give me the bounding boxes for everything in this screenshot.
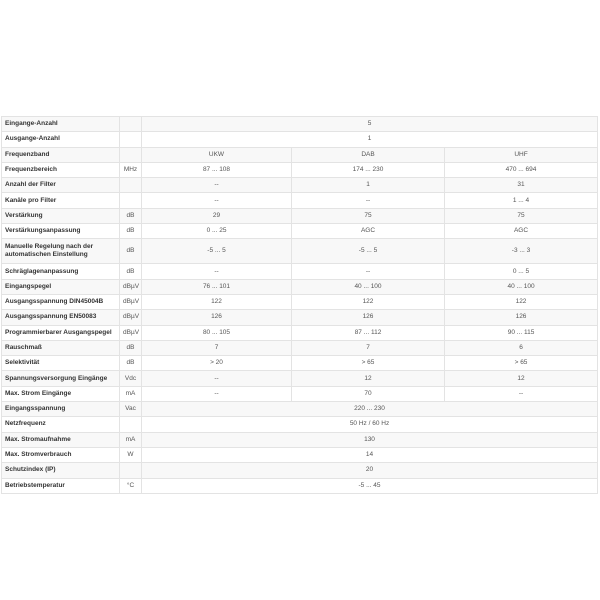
row-value: 87 ... 108 [142, 162, 292, 177]
row-label: Verstärkung [2, 208, 120, 223]
spec-table-body [2, 117, 598, 494]
row-value: 12 [445, 371, 598, 386]
row-unit: dB [120, 224, 142, 239]
row-value: -- [292, 264, 445, 279]
table-row [2, 356, 598, 371]
row-unit: dB [120, 340, 142, 355]
row-label: Schräglagenanpassung [2, 264, 120, 279]
table-row [2, 264, 598, 279]
row-value: 12 [292, 371, 445, 386]
row-label: Max. Stromverbrauch [2, 447, 120, 462]
table-row [2, 193, 598, 208]
table-row [2, 432, 598, 447]
row-label: Eingangspegel [2, 279, 120, 294]
row-value: 70 [292, 386, 445, 401]
row-value: 220 ... 230 [142, 402, 598, 417]
row-value: 122 [292, 294, 445, 309]
row-unit [120, 117, 142, 132]
row-label: Eingange-Anzahl [2, 117, 120, 132]
row-label: Spannungsversorgung Eingänge [2, 371, 120, 386]
row-unit: mA [120, 386, 142, 401]
row-label: Betriebstemperatur [2, 478, 120, 493]
row-unit: mA [120, 432, 142, 447]
table-row [2, 371, 598, 386]
row-value: 80 ... 105 [142, 325, 292, 340]
row-value: DAB [292, 147, 445, 162]
row-value: 87 ... 112 [292, 325, 445, 340]
table-row [2, 224, 598, 239]
row-unit: dBµV [120, 310, 142, 325]
table-row [2, 147, 598, 162]
table-row [2, 447, 598, 462]
row-value: 130 [142, 432, 598, 447]
row-unit [120, 193, 142, 208]
row-label: Schutzindex (IP) [2, 463, 120, 478]
table-row [2, 340, 598, 355]
row-value: > 20 [142, 356, 292, 371]
table-row [2, 279, 598, 294]
row-value: 7 [292, 340, 445, 355]
table-row [2, 162, 598, 177]
row-value: 0 ... 25 [142, 224, 292, 239]
row-label: Frequenzbereich [2, 162, 120, 177]
table-row [2, 386, 598, 401]
row-value: -- [142, 193, 292, 208]
row-value: > 65 [292, 356, 445, 371]
row-value: 31 [445, 178, 598, 193]
row-label: Eingangsspannung [2, 402, 120, 417]
row-value: 40 ... 100 [292, 279, 445, 294]
row-value: -5 ... 5 [142, 239, 292, 264]
row-value: -- [292, 193, 445, 208]
row-value: 20 [142, 463, 598, 478]
row-unit: dB [120, 264, 142, 279]
row-unit [120, 417, 142, 432]
table-row [2, 117, 598, 132]
row-unit: Vac [120, 402, 142, 417]
row-value: 6 [445, 340, 598, 355]
row-value: AGC [445, 224, 598, 239]
row-unit [120, 463, 142, 478]
row-label: Ausgange-Anzahl [2, 132, 120, 147]
row-label: Verstärkungsanpassung [2, 224, 120, 239]
row-label: Selektivität [2, 356, 120, 371]
row-value: 174 ... 230 [292, 162, 445, 177]
row-value: 14 [142, 447, 598, 462]
row-value: -- [142, 386, 292, 401]
row-value: 1 [292, 178, 445, 193]
row-value: 122 [142, 294, 292, 309]
row-unit: MHz [120, 162, 142, 177]
row-value: UKW [142, 147, 292, 162]
row-value: 126 [292, 310, 445, 325]
row-unit: dB [120, 356, 142, 371]
row-unit: dB [120, 239, 142, 264]
table-row [2, 402, 598, 417]
row-value: > 65 [445, 356, 598, 371]
row-unit: °C [120, 478, 142, 493]
table-row [2, 478, 598, 493]
row-value: -- [142, 264, 292, 279]
row-label: Ausgangsspannung DIN45004B [2, 294, 120, 309]
row-value: 76 ... 101 [142, 279, 292, 294]
row-unit: dBµV [120, 279, 142, 294]
row-unit [120, 147, 142, 162]
row-value: 0 ... 5 [445, 264, 598, 279]
row-value: 90 ... 115 [445, 325, 598, 340]
row-value: -3 ... 3 [445, 239, 598, 264]
row-unit: dBµV [120, 294, 142, 309]
row-unit [120, 132, 142, 147]
row-label: Frequenzband [2, 147, 120, 162]
table-row [2, 239, 598, 264]
table-row [2, 310, 598, 325]
row-value: 1 [142, 132, 598, 147]
row-value: -- [445, 386, 598, 401]
table-row [2, 294, 598, 309]
spec-table [1, 116, 598, 494]
row-label: Max. Strom Eingänge [2, 386, 120, 401]
row-value: -5 ... 5 [292, 239, 445, 264]
row-value: 126 [445, 310, 598, 325]
row-value: 75 [292, 208, 445, 223]
row-value: 75 [445, 208, 598, 223]
row-value: 40 ... 100 [445, 279, 598, 294]
row-value: AGC [292, 224, 445, 239]
table-row [2, 132, 598, 147]
row-unit [120, 178, 142, 193]
row-unit: Vdc [120, 371, 142, 386]
row-value: 126 [142, 310, 292, 325]
row-unit: dBµV [120, 325, 142, 340]
row-value: -5 ... 45 [142, 478, 598, 493]
row-unit: W [120, 447, 142, 462]
row-value: UHF [445, 147, 598, 162]
row-value: 470 ... 694 [445, 162, 598, 177]
row-label: Programmierbarer Ausgangspegel [2, 325, 120, 340]
row-value: 5 [142, 117, 598, 132]
row-value: 7 [142, 340, 292, 355]
row-label: Manuelle Regelung nach der automatischen Einstellung [2, 239, 120, 264]
row-label: Ausgangsspannung EN50083 [2, 310, 120, 325]
row-label: Kanäle pro Filter [2, 193, 120, 208]
row-value: 50 Hz / 60 Hz [142, 417, 598, 432]
row-label: Rauschmaß [2, 340, 120, 355]
table-row [2, 178, 598, 193]
row-value: 122 [445, 294, 598, 309]
row-value: -- [142, 371, 292, 386]
row-unit: dB [120, 208, 142, 223]
table-row [2, 463, 598, 478]
table-row [2, 325, 598, 340]
row-label: Netzfrequenz [2, 417, 120, 432]
row-value: 1 ... 4 [445, 193, 598, 208]
row-value: -- [142, 178, 292, 193]
row-label: Anzahl der Filter [2, 178, 120, 193]
table-row [2, 208, 598, 223]
row-value: 29 [142, 208, 292, 223]
row-label: Max. Stromaufnahme [2, 432, 120, 447]
table-row [2, 417, 598, 432]
